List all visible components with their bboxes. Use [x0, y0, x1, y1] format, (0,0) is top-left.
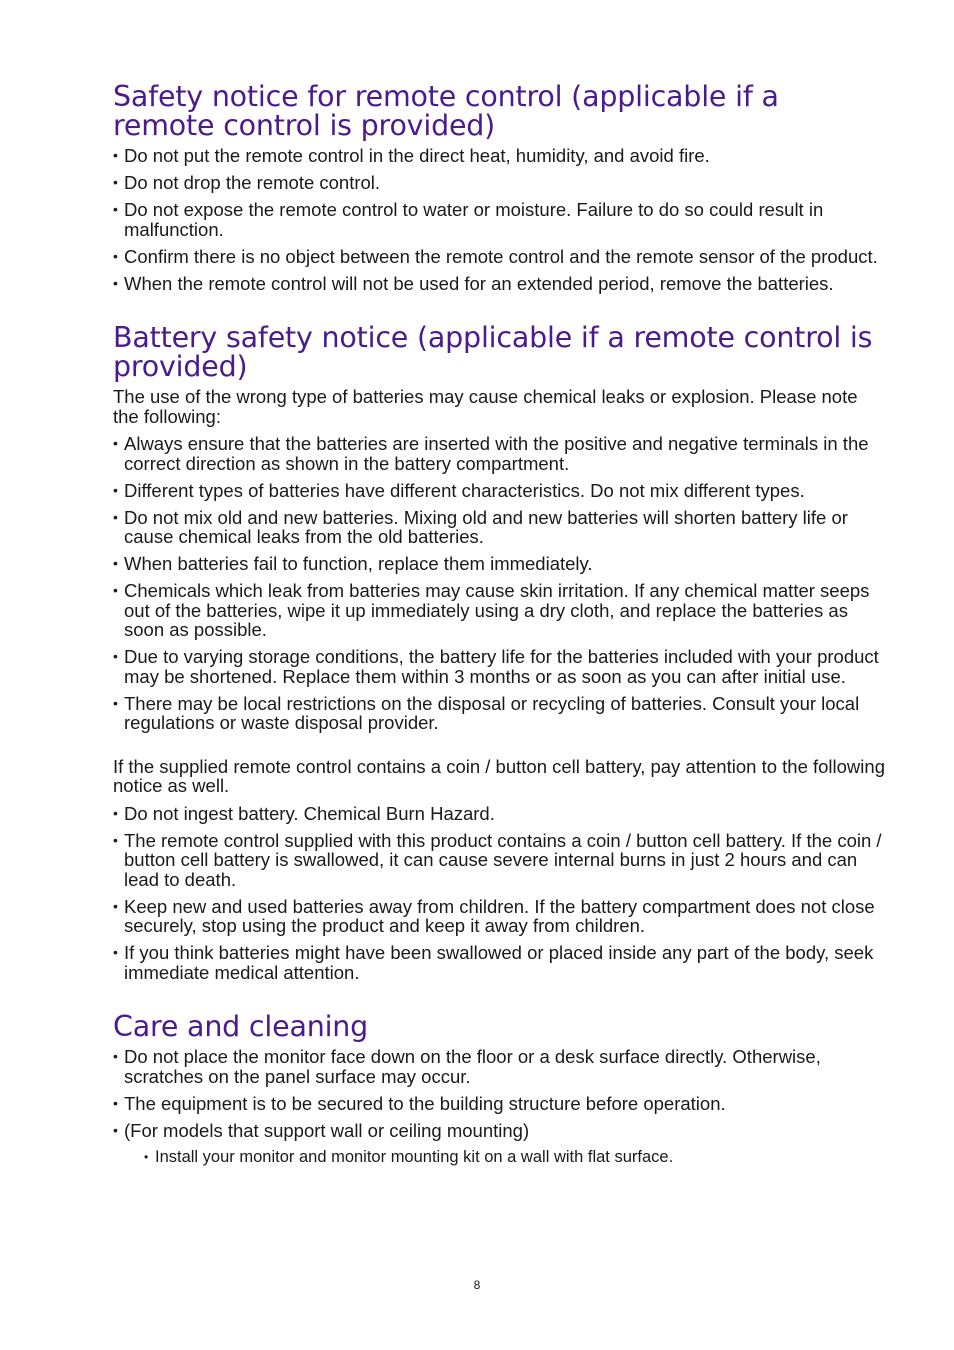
list-item: • If you think batteries might have been swallowed or placed inside any part of the body, seek immediate medical attention.: [113, 943, 885, 982]
list-item: • Different types of batteries have different characteristics. Do not mix different types.: [113, 481, 885, 501]
section-battery-safety: [113, 323, 885, 982]
document-page: [113, 82, 885, 1167]
list-item: • Do not ingest battery. Chemical Burn Hazard.: [113, 804, 885, 824]
list-item: • Due to varying storage conditions, the battery life for the batteries included with your product may be shortened. Replace them within 3 months or as soon as you can after initial use.: [113, 647, 885, 686]
coin-battery-paragraph: If the supplied remote control contains a coin / button cell battery, pay attention to the following notice as well.: [113, 755, 885, 796]
list-item: • Do not drop the remote control.: [113, 173, 885, 193]
list-item: • Do not mix old and new batteries. Mixing old and new batteries will shorten battery life or cause chemical leaks from the old batteries.: [113, 508, 885, 547]
list-item: • Keep new and used batteries away from children. If the battery compartment does not close securely, stop using the product and keep it away from children.: [113, 897, 885, 936]
list-item: • When batteries fail to function, replace them immediately.: [113, 554, 885, 574]
bullet-list: [113, 1047, 885, 1140]
section-heading: Battery safety notice (applicable if a remote control is provided): [113, 321, 873, 383]
list-item: • Confirm there is no object between the remote control and the remote sensor of the product.: [113, 247, 885, 267]
list-item: • (For models that support wall or ceiling mounting): [113, 1121, 885, 1141]
list-item: • When the remote control will not be used for an extended period, remove the batteries.: [113, 274, 885, 294]
bullet-list: [113, 434, 885, 733]
page-number: 8: [473, 1278, 481, 1292]
list-item: • Do not expose the remote control to water or moisture. Failure to do so could result in malfunction.: [113, 200, 885, 239]
list-item: • The equipment is to be secured to the building structure before operation.: [113, 1094, 885, 1114]
list-item: • Always ensure that the batteries are inserted with the positive and negative terminals in the correct direction as shown in the battery compartment.: [113, 434, 885, 473]
section-heading: Care and cleaning: [113, 1010, 369, 1043]
section-remote-control-safety: [113, 82, 885, 293]
list-item: • Do not put the remote control in the direct heat, humidity, and avoid fire.: [113, 146, 885, 166]
sub-bullet-list: [113, 1148, 885, 1167]
list-item: • The remote control supplied with this product contains a coin / button cell battery. If the coin / button cell battery is swallowed, it can cause severe internal burns in just 2 hours and can lead to death.: [113, 831, 885, 890]
coin-battery-list: [113, 804, 885, 983]
section-heading: Safety notice for remote control (applicable if a remote control is provided): [113, 80, 779, 142]
sub-list-item: • Install your monitor and monitor mounting kit on a wall with flat surface.: [144, 1148, 885, 1167]
section-care-and-cleaning: [113, 1012, 885, 1167]
list-item: • Chemicals which leak from batteries may cause skin irritation. If any chemical matter seeps out of the batteries, wipe it up immediately using a dry cloth, and replace the batteries as soon as possible.: [113, 581, 885, 640]
list-item: • There may be local restrictions on the disposal or recycling of batteries. Consult your local regulations or waste disposal provider.: [113, 694, 885, 733]
bullet-list: [113, 146, 885, 293]
list-item: • Do not place the monitor face down on the floor or a desk surface directly. Otherwise, scratches on the panel surface may occur.: [113, 1047, 885, 1086]
intro-paragraph: The use of the wrong type of batteries may cause chemical leaks or explosion. Please note the following:: [113, 386, 858, 427]
